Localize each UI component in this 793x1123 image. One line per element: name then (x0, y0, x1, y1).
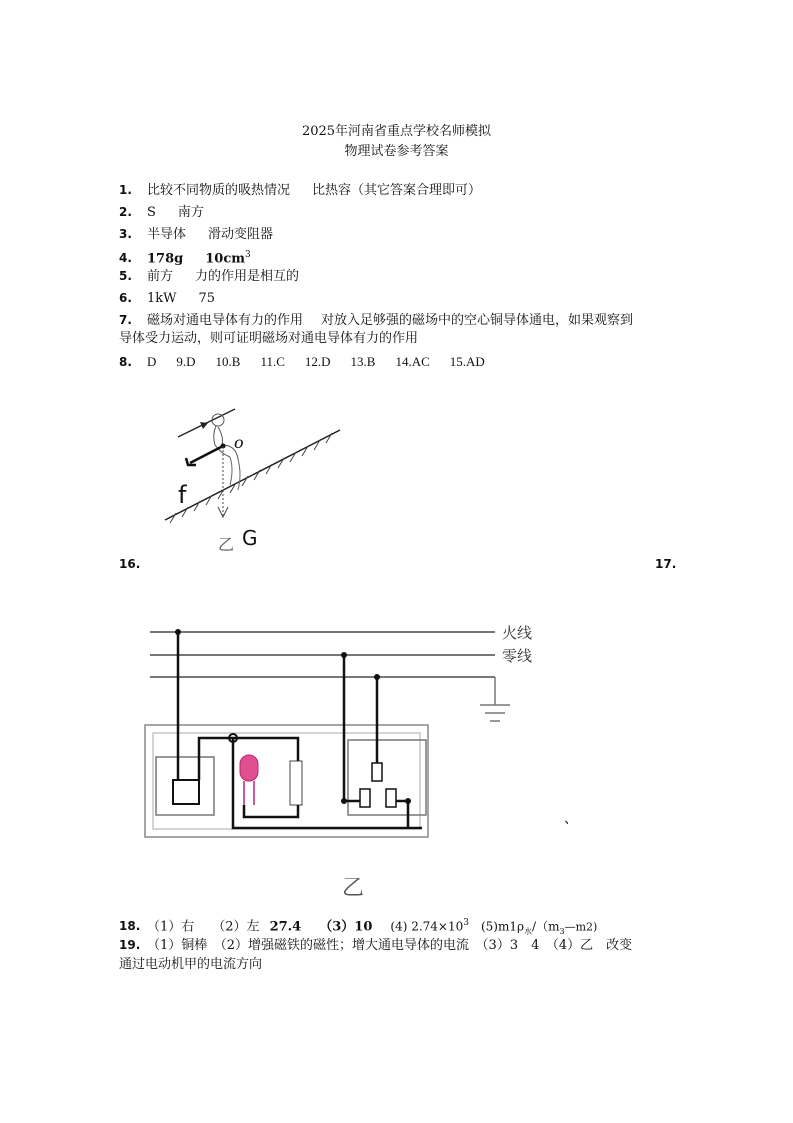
mc-answer: 13.B (350, 354, 376, 369)
mc-answer: D (147, 354, 157, 369)
answer-part: （2）左 (212, 919, 260, 935)
answer-number: 4. (119, 251, 132, 266)
answer-part: 磁场对通电导体有力的作用 (147, 313, 304, 328)
answer-number: 18. (119, 919, 141, 934)
answer-number: 3. (119, 227, 132, 241)
answer-part: (4) 2.74×10 (390, 919, 464, 934)
answer-number: 6. (119, 291, 132, 305)
label-o: o (234, 433, 244, 452)
mc-answer: 12.D (304, 354, 331, 369)
mc-answer: 15.AD (449, 354, 485, 369)
answer-part: —m2) (564, 920, 598, 934)
answer-16-number: 16. (119, 557, 141, 571)
answer-4 (119, 246, 251, 268)
answer-part: 前方 (147, 269, 174, 284)
figure-17-caption: 乙 (342, 876, 365, 901)
doc-title-line1: 2025年河南省重点学校名师模拟 (301, 124, 492, 139)
answer-3 (119, 225, 273, 244)
answer-part: （1）右 (147, 919, 195, 935)
answer-1 (119, 181, 481, 200)
answer-number: 2. (119, 205, 132, 219)
answer-number: 8. (119, 355, 132, 369)
mc-answer: 9.D (176, 354, 196, 369)
answer-part: 南方 (177, 205, 204, 220)
figure-17-circuit-diagram (120, 605, 570, 905)
mc-answer: 11.C (260, 354, 285, 369)
doc-title-line2: 物理试卷参考答案 (344, 144, 449, 159)
mc-answer: 14.AC (395, 354, 430, 369)
answer-6 (119, 289, 215, 308)
mc-answer: 10.B (215, 354, 241, 369)
superscript: 3 (245, 250, 251, 260)
answer-part: (5)m1ρ (480, 919, 525, 934)
superscript: 3 (463, 918, 469, 928)
answer-number: 5. (119, 269, 132, 283)
stray-mark: 、 (564, 811, 578, 827)
live-wire-label: 火线 (502, 624, 533, 642)
answer-part: 75 (198, 291, 216, 306)
answer-part: 对放入足够强的磁场中的空心铜导体通电，如果观察到 (321, 313, 634, 328)
answer-7 (119, 311, 633, 330)
answer-part: /（m (532, 919, 560, 934)
answer-part: （3）10 (319, 919, 373, 935)
answer-5 (119, 267, 299, 286)
answer-19 (119, 936, 632, 955)
answer-part: 1kW (147, 291, 177, 306)
answer-part: 27.4 (269, 919, 302, 935)
answer-number: 19. (119, 938, 141, 952)
neutral-wire-label: 零线 (502, 647, 533, 665)
answer-part: 比较不同物质的吸热情况 (147, 183, 291, 198)
answer-part: 半导体 (147, 227, 187, 242)
answer-part: 10cm (205, 251, 245, 267)
label-f: f (178, 481, 187, 509)
answer-17-number: 17. (655, 557, 677, 571)
answer-part: 178g (147, 251, 184, 267)
answer-part: 力的作用是相互的 (195, 269, 300, 284)
figure-16-caption: 乙 (218, 535, 235, 554)
label-g: G (242, 526, 258, 550)
answer-7-continued: 导体受力运动，则可证明磁场对通电导体有力的作用 (119, 331, 419, 346)
answer-part: 比热容（其它答案合理即可） (312, 183, 482, 198)
answer-8 (119, 353, 505, 372)
answer-2 (119, 203, 204, 222)
figure-16-slope-diagram (150, 385, 350, 555)
answer-number: 7. (119, 313, 132, 327)
answer-part: S (147, 205, 156, 220)
answer-number: 1. (119, 183, 132, 197)
answer-19-continued: 通过电动机甲的电流方向 (119, 957, 263, 972)
subscript: 水 (524, 926, 533, 936)
subscript: 3 (559, 926, 565, 936)
answer-part: 滑动变阻器 (208, 227, 274, 242)
answer-part: （1）铜棒 （2）增强磁铁的磁性；增大通电导体的电流 （3）3 4 （4）乙 改变 (147, 938, 633, 953)
